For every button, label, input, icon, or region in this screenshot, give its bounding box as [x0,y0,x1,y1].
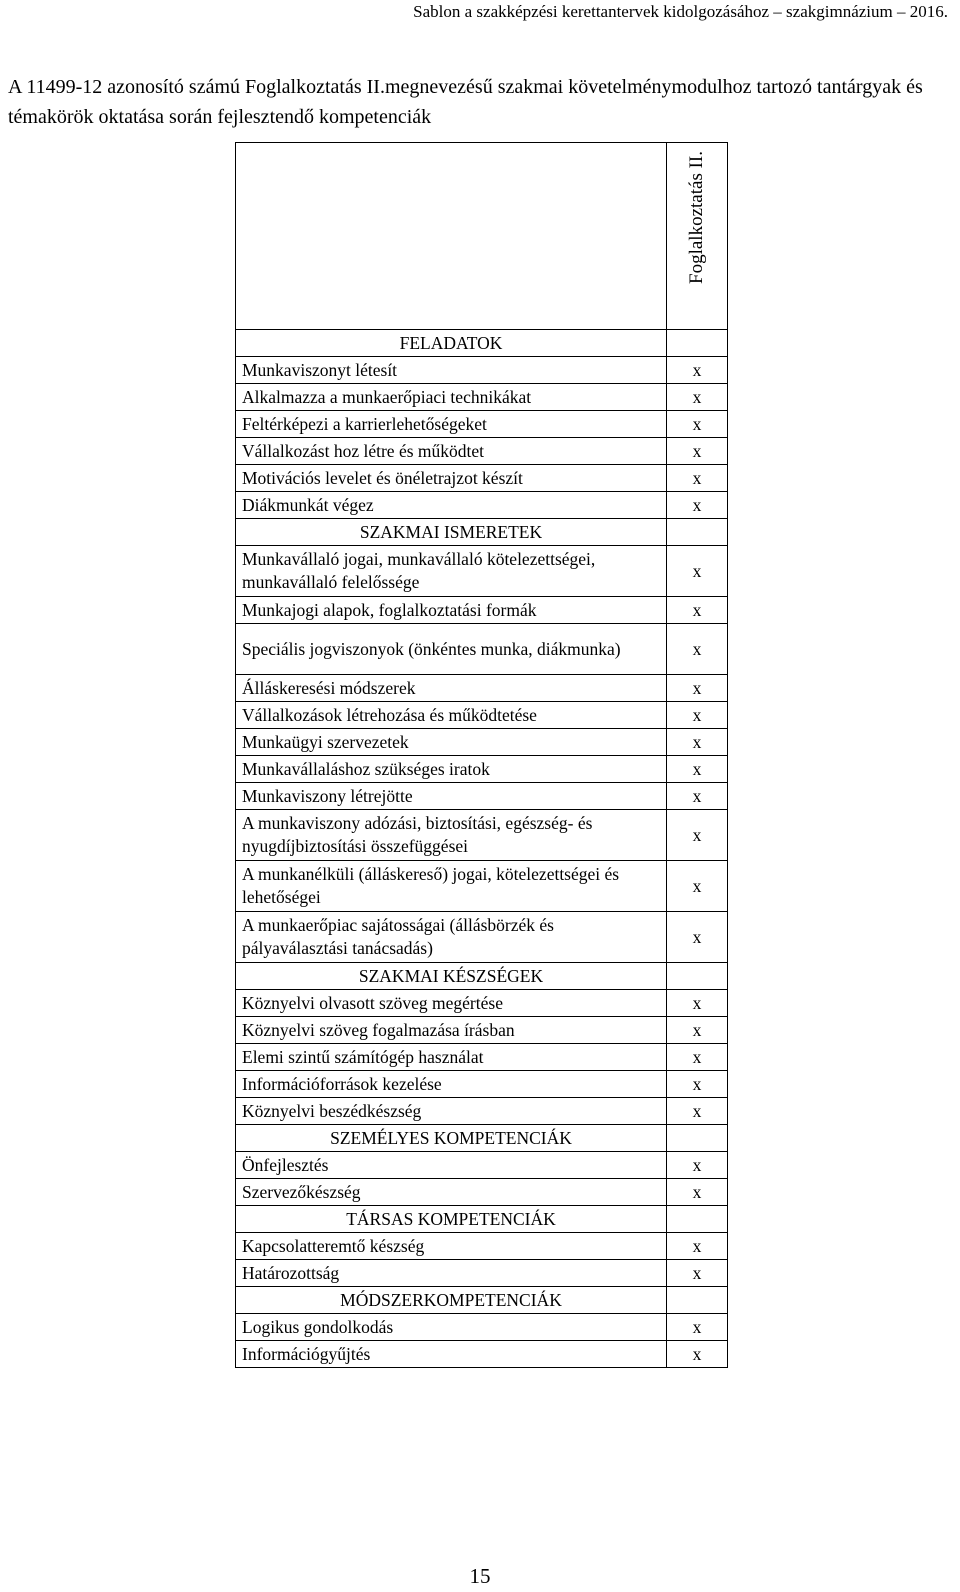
section-heading-empty-cell [667,1206,728,1233]
section-heading: SZAKMAI KÉSZSÉGEK [236,963,667,990]
section-heading: SZAKMAI ISMERETEK [236,519,667,546]
row-label: Logikus gondolkodás [236,1314,667,1341]
table-row [236,675,728,702]
section-heading: TÁRSAS KOMPETENCIÁK [236,1206,667,1233]
row-label: Diákmunkát végez [236,492,667,519]
table-row [236,624,728,675]
row-label: Információgyűjtés [236,1341,667,1368]
row-mark: x [667,1098,728,1125]
row-mark: x [667,1314,728,1341]
competency-table-body [236,143,728,1368]
table-row [236,1071,728,1098]
row-mark: x [667,438,728,465]
row-mark: x [667,546,728,597]
section-heading-row [236,1287,728,1314]
column-header-subject: Foglalkoztatás II. [686,151,707,284]
row-mark: x [667,1233,728,1260]
table-row [236,1017,728,1044]
row-mark: x [667,810,728,861]
row-label: Motivációs levelet és önéletrajzot készít [236,465,667,492]
section-heading-row [236,1125,728,1152]
column-header-cell [667,143,728,330]
row-mark: x [667,729,728,756]
row-label: Köznyelvi olvasott szöveg megértése [236,990,667,1017]
table-row [236,810,728,861]
table-row [236,597,728,624]
row-mark: x [667,357,728,384]
page-number: 15 [469,1564,491,1588]
row-label: Vállalkozást hoz létre és működtet [236,438,667,465]
table-row [236,783,728,810]
row-mark: x [667,1341,728,1368]
table-row [236,861,728,912]
table-row [236,465,728,492]
row-label: A munkaerőpiac sajátosságai (állásbörzék és pályaválasztási tanácsadás) [236,912,667,963]
table-row [236,1233,728,1260]
table-row [236,1098,728,1125]
section-heading-empty-cell [667,963,728,990]
table-row [236,702,728,729]
row-label: Kapcsolatteremtő készség [236,1233,667,1260]
table-row [236,384,728,411]
running-header: Sablon a szakképzési kerettantervek kidolgozásához – szakgimnázium – 2016. [413,2,948,21]
table-header-row [236,143,728,330]
row-label: Álláskeresési módszerek [236,675,667,702]
row-label: A munkanélküli (álláskereső) jogai, kötelezettségei és lehetőségei [236,861,667,912]
row-label: Alkalmazza a munkaerőpiaci technikákat [236,384,667,411]
row-mark: x [667,411,728,438]
table-row [236,411,728,438]
row-mark: x [667,702,728,729]
section-heading-row [236,330,728,357]
section-heading-empty-cell [667,330,728,357]
table-row [236,1314,728,1341]
table-row [236,357,728,384]
section-heading: MÓDSZERKOMPETENCIÁK [236,1287,667,1314]
table-row [236,912,728,963]
row-label: Köznyelvi szöveg fogalmazása írásban [236,1017,667,1044]
row-mark: x [667,912,728,963]
row-mark: x [667,1017,728,1044]
table-row [236,1260,728,1287]
table-row [236,756,728,783]
document-title: A 11499-12 azonosító számú Foglalkoztatás II.megnevezésű szakmai követelménymodulhoz tartozó tantárgyak és témakörök oktatása során fejlesztendő kompetenciák [8,76,923,128]
table-row [236,1179,728,1206]
row-label: Elemi szintű számítógép használat [236,1044,667,1071]
row-mark: x [667,1260,728,1287]
row-mark: x [667,597,728,624]
row-label: Önfejlesztés [236,1152,667,1179]
table-row [236,729,728,756]
section-heading-empty-cell [667,1287,728,1314]
row-label: A munkaviszony adózási, biztosítási, egészség- és nyugdíjbiztosítási összefüggései [236,810,667,861]
header-empty-cell [236,143,667,330]
row-label: Köznyelvi beszédkészség [236,1098,667,1125]
row-label: Szervezőkészség [236,1179,667,1206]
section-heading-empty-cell [667,519,728,546]
row-mark: x [667,675,728,702]
row-label: Munkavállaláshoz szükséges iratok [236,756,667,783]
row-label: Munkaviszony létrejötte [236,783,667,810]
table-row [236,1341,728,1368]
row-label: Feltérképezi a karrierlehetőségeket [236,411,667,438]
row-mark: x [667,624,728,675]
table-row [236,1152,728,1179]
row-mark: x [667,1044,728,1071]
row-mark: x [667,1179,728,1206]
row-label: Vállalkozások létrehozása és működtetése [236,702,667,729]
section-heading-row [236,1206,728,1233]
table-row [236,438,728,465]
row-mark: x [667,861,728,912]
competency-table [235,142,728,1368]
section-heading-row [236,963,728,990]
row-label: Munkaviszonyt létesít [236,357,667,384]
row-mark: x [667,384,728,411]
row-mark: x [667,1071,728,1098]
section-heading: FELADATOK [236,330,667,357]
row-mark: x [667,756,728,783]
row-label: Információforrások kezelése [236,1071,667,1098]
row-label: Munkajogi alapok, foglalkoztatási formák [236,597,667,624]
section-heading-empty-cell [667,1125,728,1152]
row-label: Speciális jogviszonyok (önkéntes munka, diákmunka) [236,624,667,675]
row-label: Munkaügyi szervezetek [236,729,667,756]
row-mark: x [667,465,728,492]
table-row [236,990,728,1017]
row-mark: x [667,783,728,810]
section-heading: SZEMÉLYES KOMPETENCIÁK [236,1125,667,1152]
table-row [236,1044,728,1071]
row-mark: x [667,990,728,1017]
row-mark: x [667,492,728,519]
row-label: Munkavállaló jogai, munkavállaló kötelezettségei, munkavállaló felelőssége [236,546,667,597]
table-row [236,492,728,519]
section-heading-row [236,519,728,546]
row-label: Határozottság [236,1260,667,1287]
row-mark: x [667,1152,728,1179]
table-row [236,546,728,597]
